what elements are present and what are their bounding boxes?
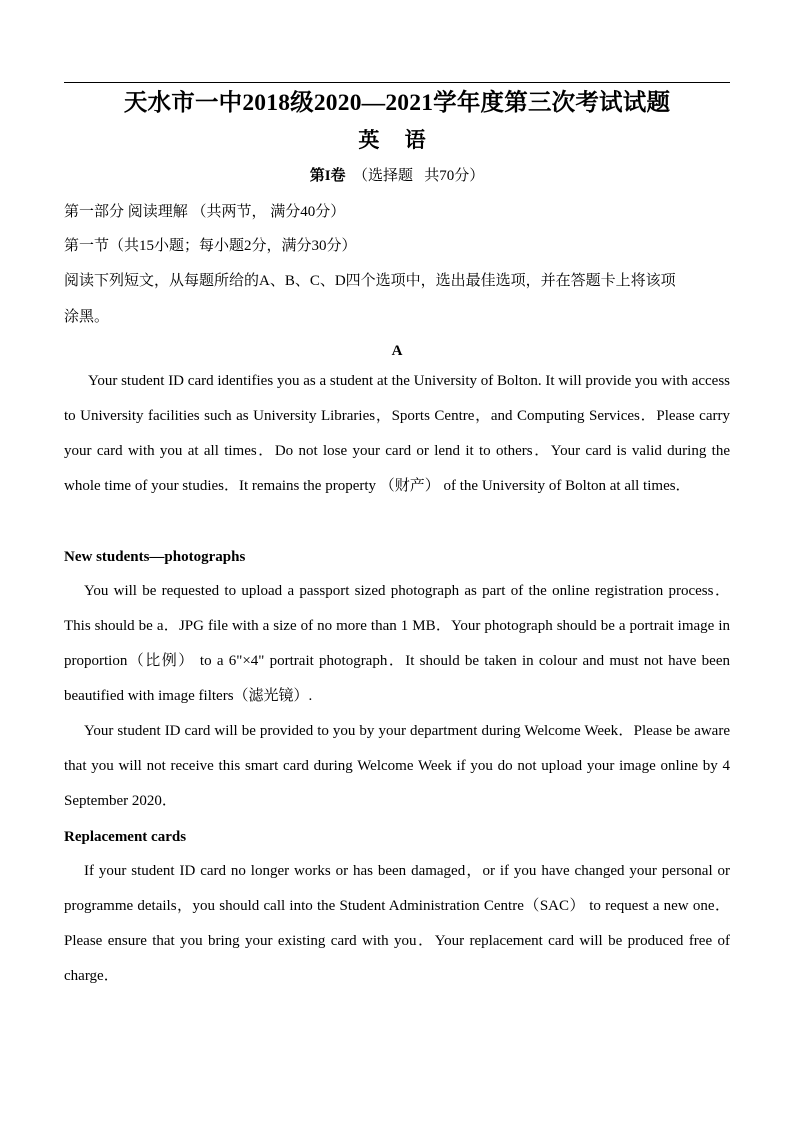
section-heading: 第一节（共15小题；每小题2分，满分30分） xyxy=(64,238,357,254)
paragraph-welcome-week-text: Your student ID card will be provided to you by your department during Welcome Week．Please be aware that you will not receive this smart card during Welcome Week if you do not upload your image online by 4 September 2020． xyxy=(64,723,730,809)
direction-line-1: 阅读下列短文，从每题所给的A、B、C、D四个选项中，选出最佳选项，并在答题卡上将该项 xyxy=(64,273,676,289)
volume-heading xyxy=(0,164,794,188)
paragraph-photographs xyxy=(64,574,730,714)
header-rule xyxy=(64,82,730,83)
subject-text: 英 语 xyxy=(358,128,436,152)
volume-label: 第I卷 xyxy=(309,168,346,184)
passage-label: A xyxy=(391,343,403,359)
exam-title: 天水市一中2018级2020—2021学年度第三次考试试题 xyxy=(123,90,671,116)
volume-detail: （选择题 共70分） xyxy=(345,168,485,184)
paragraph-replacement xyxy=(64,854,730,994)
paragraph-welcome-week xyxy=(64,714,730,819)
paragraph-photographs-text: You will be requested to upload a passport sized photograph as part of the online registration process．This should be a．JPG file with a size of no more than 1 MB．Your photograph should be a portrait image in proportion（比例） to a 6"×4" portrait photograph．It should be taken in colour and must not have been beautified with image filters（滤光镜）. xyxy=(64,583,730,704)
section-heading-replacement: Replacement cards xyxy=(64,829,187,845)
passage-intro-text: Your student ID card identifies you as a student at the University of Bolton. It will provide you with access to University facilities such as University Libraries，Sports Centre，and Computing Services．Please carry your card with you at all times．Do not lose your card or lend it to others．Your card is valid during the whole time of your studies．It remains the property （财产） of the University of Bolton at all times． xyxy=(64,373,730,494)
paragraph-replacement-text: If your student ID card no longer works or has been damaged，or if you have changed your personal or programme details，you should call into the Student Administration Centre（SAC） to request a new one．Please ensure that you bring your existing card with you．Your replacement card will be produced free of charge． xyxy=(64,863,730,984)
section-heading-photographs: New students—photographs xyxy=(64,549,246,565)
subject-title xyxy=(0,124,794,156)
part-heading: 第一部分 阅读理解 （共两节， 满分40分） xyxy=(64,204,346,220)
direction-line-2: 涂黑。 xyxy=(64,309,110,325)
passage-intro xyxy=(64,364,730,504)
